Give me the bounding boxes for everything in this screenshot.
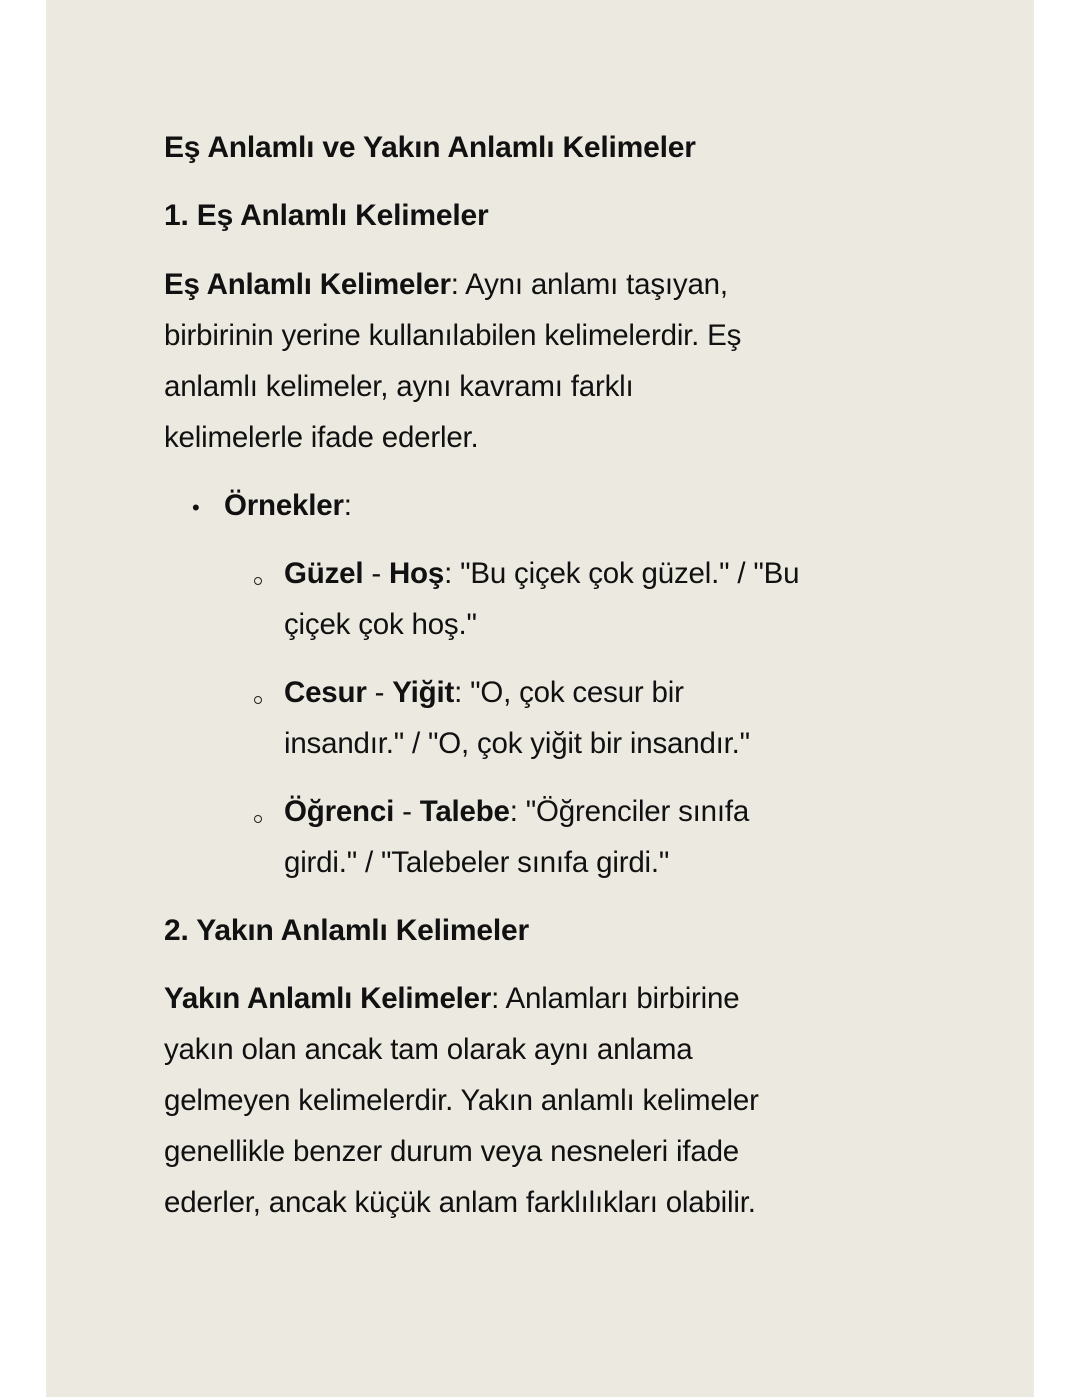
- example-text: : "Öğrenciler sınıfa: [509, 795, 750, 828]
- section1-definition-line: [164, 259, 728, 310]
- example-word: Talebe: [419, 795, 510, 828]
- example-text: çiçek çok hoş.": [284, 608, 477, 641]
- section2-heading: 2. Yakın Anlamlı Kelimeler: [164, 914, 529, 947]
- circle-bullet-icon: [254, 815, 262, 823]
- section2-definition-line: genellikle benzer durum veya nesneleri ifade: [164, 1135, 739, 1168]
- bullet-icon: •: [192, 495, 200, 520]
- examples-label: [224, 480, 352, 531]
- definition-text: : Aynı anlamı taşıyan,: [450, 268, 728, 301]
- definition-text: : Anlamları birbirine: [491, 982, 740, 1015]
- example-separator: -: [366, 676, 393, 709]
- circle-bullet-icon: [254, 696, 262, 704]
- section1-definition-line: anlamlı kelimeler, aynı kavramı farklı: [164, 370, 634, 403]
- example-item: [284, 786, 749, 837]
- section2-definition-line: yakın olan ancak tam olarak aynı anlama: [164, 1033, 693, 1066]
- example-text: insandır." / "O, çok yiğit bir insandır.": [284, 727, 750, 760]
- circle-bullet-icon: [254, 577, 262, 585]
- section1-term: Eş Anlamlı Kelimeler: [164, 268, 451, 301]
- examples-label-text: Örnekler: [224, 489, 344, 522]
- example-word: Güzel: [284, 557, 364, 590]
- section2-definition-line: ederler, ancak küçük anlam farklılıkları olabilir.: [164, 1186, 756, 1219]
- example-word: Yiğit: [392, 676, 455, 709]
- example-text: : "Bu çiçek çok güzel." / "Bu: [444, 557, 800, 590]
- section2-definition-line: [164, 973, 739, 1024]
- example-text: girdi." / "Talebeler sınıfa girdi.": [284, 846, 670, 879]
- example-word: Cesur: [284, 676, 367, 709]
- example-separator: -: [363, 557, 389, 590]
- example-text: : "O, çok cesur bir: [454, 676, 684, 709]
- document-title: Eş Anlamlı ve Yakın Anlamlı Kelimeler: [164, 131, 696, 164]
- example-word: Hoş: [388, 557, 445, 590]
- section1-definition-line: birbirinin yerine kullanılabilen kelimelerdir. Eş: [164, 319, 742, 352]
- section1-heading: 1. Eş Anlamlı Kelimeler: [164, 199, 489, 232]
- section2-definition-line: gelmeyen kelimelerdir. Yakın anlamlı kelimeler: [164, 1084, 759, 1117]
- example-separator: -: [394, 795, 420, 828]
- examples-colon: :: [343, 489, 352, 522]
- example-word: Öğrenci: [284, 795, 395, 828]
- section1-definition-line: kelimelerle ifade ederler.: [164, 421, 479, 454]
- section2-term: Yakın Anlamlı Kelimeler: [164, 982, 492, 1015]
- example-item: [284, 667, 684, 718]
- example-item: [284, 548, 799, 599]
